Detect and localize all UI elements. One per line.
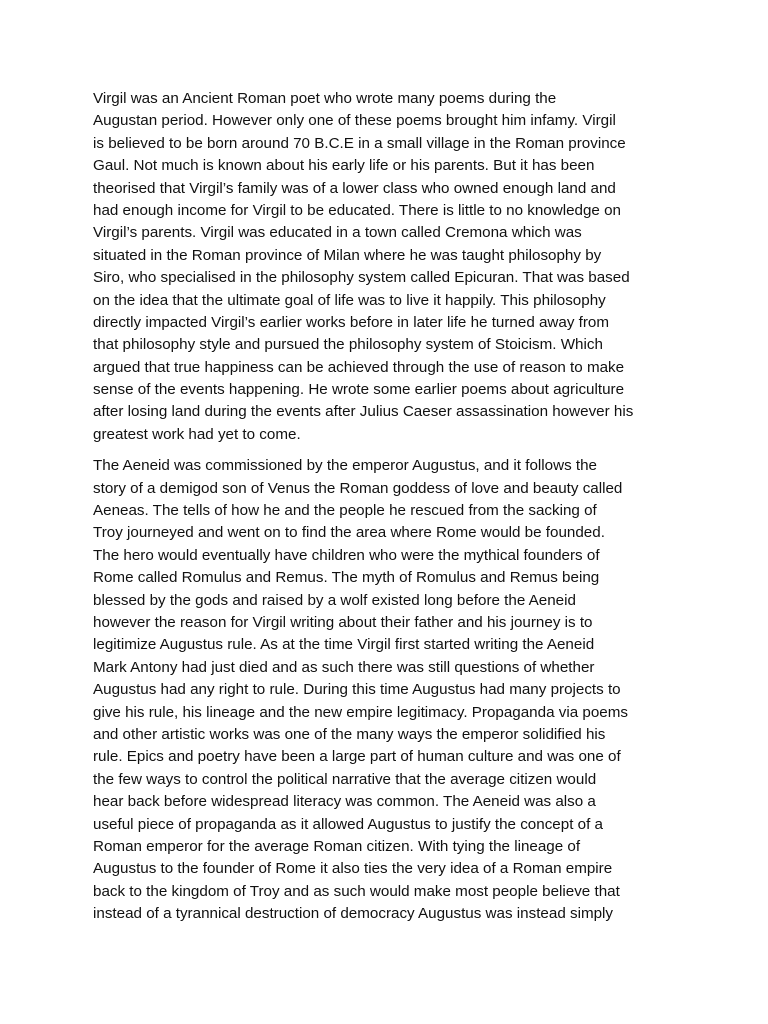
text-line: instead of a tyrannical destruction of democracy Augustus was instead simply bbox=[93, 905, 614, 923]
text-line: hear back before widespread literacy was common. The Aeneid was also a bbox=[93, 793, 596, 811]
text-line: useful piece of propaganda as it allowed Augustus to justify the concept of a bbox=[93, 815, 603, 833]
text-line: Augustus to the founder of Rome it also ties the very idea of a Roman empire bbox=[93, 860, 613, 878]
text-line: give his rule, his lineage and the new empire legitimacy. Propaganda via poems bbox=[93, 703, 628, 721]
text-line: Virgil’s parents. Virgil was educated in a town called Cremona which was bbox=[93, 224, 582, 242]
text-line: directly impacted Virgil’s earlier works before in later life he turned away from bbox=[93, 313, 610, 331]
text-line: argued that true happiness can be achieved through the use of reason to make bbox=[93, 358, 625, 376]
text-line: Augustan period. However only one of these poems brought him infamy. Virgil bbox=[93, 112, 616, 130]
text-line: story of a demigod son of Venus the Roman goddess of love and beauty called bbox=[93, 479, 623, 497]
text-line: that philosophy style and pursued the philosophy system of Stoicism. Which bbox=[93, 336, 603, 354]
text-line: and other artistic works was one of the many ways the emperor solidified his bbox=[93, 725, 606, 743]
text-line: Mark Antony had just died and as such there was still questions of whether bbox=[93, 658, 595, 676]
text-line: on the idea that the ultimate goal of life was to live it happily. This philosophy bbox=[93, 291, 606, 309]
text-line: Siro, who specialised in the philosophy system called Epicuran. That was based bbox=[93, 269, 630, 287]
text-line: The hero would eventually have children who were the mythical founders of bbox=[93, 546, 600, 564]
text-line: Virgil was an Ancient Roman poet who wrote many poems during the bbox=[93, 90, 557, 107]
text-line: Augustus had any right to rule. During this time Augustus had many projects to bbox=[93, 681, 621, 699]
text-line: after losing land during the events after Julius Caeser assassination however his bbox=[93, 403, 634, 421]
text-line: Aeneas. The tells of how he and the people he rescued from the sacking of bbox=[93, 502, 597, 520]
text-line: however the reason for Virgil writing about their father and his journey is to bbox=[93, 613, 593, 631]
text-line: greatest work had yet to come. bbox=[93, 425, 301, 443]
text-line: theorised that Virgil’s family was of a lower class who owned enough land and bbox=[93, 179, 616, 197]
text-line: back to the kingdom of Troy and as such would make most people believe that bbox=[93, 882, 620, 900]
text-line: The Aeneid was commissioned by the emperor Augustus, and it follows the bbox=[93, 457, 597, 475]
text-line: sense of the events happening. He wrote some earlier poems about agriculture bbox=[93, 381, 625, 399]
text-line: is believed to be born around 70 B.C.E in a small village in the Roman province bbox=[93, 134, 626, 152]
text-line: legitimize Augustus rule. As at the time Virgil first started writing the Aeneid bbox=[93, 636, 595, 654]
paragraph-virgil-biography bbox=[93, 88, 693, 446]
paragraph-spacer bbox=[93, 446, 693, 455]
document-body bbox=[93, 88, 693, 925]
text-line: the few ways to control the political narrative that the average citizen would bbox=[93, 770, 597, 788]
text-line: rule. Epics and poetry have been a large part of human culture and was one of bbox=[93, 748, 621, 766]
text-line: Roman emperor for the average Roman citizen. With tying the lineage of bbox=[93, 837, 581, 855]
text-line: situated in the Roman province of Milan where he was taught philosophy by bbox=[93, 246, 602, 264]
text-line: Rome called Romulus and Remus. The myth of Romulus and Remus being bbox=[93, 569, 600, 587]
text-line: had enough income for Virgil to be educated. There is little to no knowledge on bbox=[93, 201, 621, 219]
text-line: Gaul. Not much is known about his early life or his parents. But it has been bbox=[93, 157, 595, 175]
text-line: Troy journeyed and went on to find the area where Rome would be founded. bbox=[93, 524, 605, 542]
paragraph-aeneid bbox=[93, 455, 693, 925]
text-line: blessed by the gods and raised by a wolf existed long before the Aeneid bbox=[93, 591, 576, 609]
